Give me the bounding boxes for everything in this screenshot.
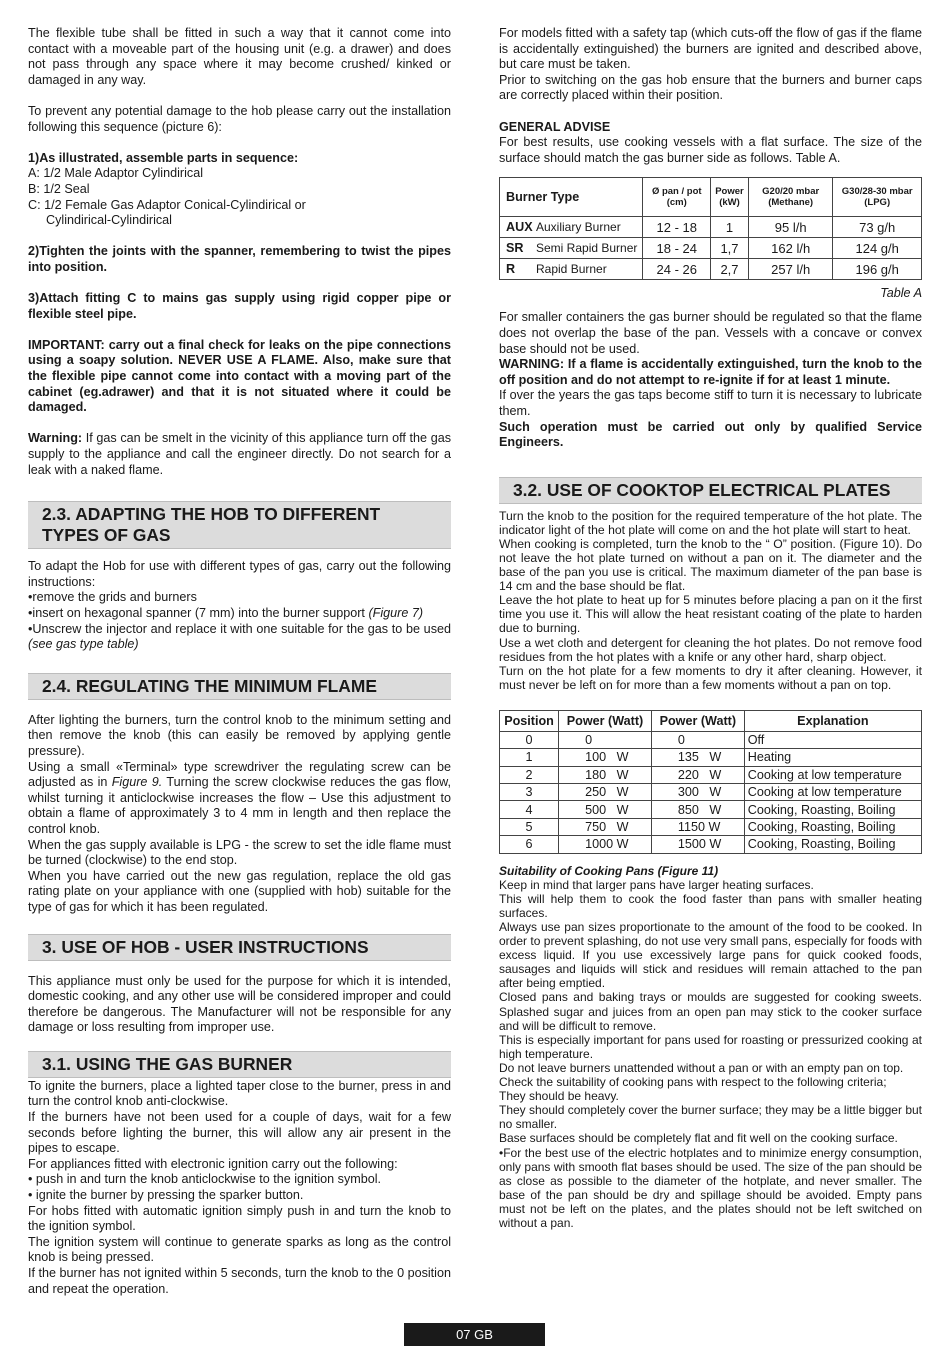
table-cell: 300 W <box>651 784 744 801</box>
paragraph: Turn the knob to the position for the required temperature of the hot plate. The indicator light of the hot plate will come on and the hot plate will start to heat. <box>499 508 922 537</box>
table-body <box>500 731 922 853</box>
step-text: 2)Tighten the joints with the spanner, remembering to twist the pipes into position. <box>28 244 451 274</box>
table-cell: 1150 W <box>651 818 744 835</box>
header-cell: Position <box>500 710 559 731</box>
table-cell: 500 W <box>559 801 652 818</box>
table-cell: 2,7 <box>711 259 749 280</box>
list-item: Cylindirical-Cylindirical <box>46 213 172 228</box>
paragraph: For smaller containers the gas burner should be regulated so that the flame does not overlap the base of the pan. Vessels with a concave or convex base should not be used. <box>499 310 922 356</box>
table-cell: 3 <box>500 784 559 801</box>
burner-type-cell <box>500 217 643 238</box>
list-item: C: 1/2 Female Gas Adaptor Conical-Cylindirical or <box>28 197 306 212</box>
table-cell: Cooking at low temperature <box>744 766 921 783</box>
table-cell: Cooking, Roasting, Boiling <box>744 818 921 835</box>
table-cell: 1000 W <box>559 836 652 853</box>
header-cell: Power (Watt) <box>559 710 652 731</box>
step-text: 3)Attach fitting C to mains gas supply using rigid copper pipe or flexible steel pipe. <box>28 291 451 321</box>
right-column <box>499 26 922 1230</box>
paragraph: For appliances fitted with electronic ignition carry out the following: <box>28 1156 398 1171</box>
burner-type-cell <box>500 259 643 280</box>
table-cell: 1 <box>711 217 749 238</box>
important-note: IMPORTANT: carry out a final check for leaks on the pipe connections using a soapy solution. NEVER USE A FLAME. Also, make sure that the flexible pipe cannot come into contact with a moving part of the cabinet (eg.adrawer) and that it is not situated where it could be damaged. <box>28 337 451 415</box>
table-cell: 124 g/h <box>833 238 922 259</box>
section-heading-3: 3. USE OF HOB - USER INSTRUCTIONS <box>28 934 451 961</box>
paragraph: For best results, use cooking vessels with a flat surface. The size of the surface should match the gas burner side as follows. Table A. <box>499 135 922 165</box>
paragraph: This will help them to cook the food faster than pans with smaller heating surfaces. <box>499 891 922 920</box>
header-cell: Explanation <box>744 710 921 731</box>
paragraph: Prior to switching on the gas hob ensure that the burners and burner caps are correctly placed within their position. <box>499 72 922 103</box>
paragraph: To adapt the Hob for use with different types of gas, carry out the following instructions: <box>28 559 451 589</box>
warning-note <box>28 431 451 478</box>
burner-type-cell <box>500 238 643 259</box>
paragraph: The flexible tube shall be fitted in such a way that it cannot come into contact with a moveable part of the housing unit (e.g. a drawer) and does not pass through any space where it may become crushed/ kinked or damaged in any way. <box>28 26 451 87</box>
paragraph: The ignition system will continue to generate sparks as long as the control knob is being pressed. <box>28 1234 451 1265</box>
list-item <box>28 622 451 653</box>
table-cell: Cooking, Roasting, Boiling <box>744 801 921 818</box>
paragraph: Do not leave burners unattended without a pan or with an empty pan on top. <box>499 1060 904 1075</box>
paragraph: •For the best use of the electric hotplates and to minimize energy consumption, only pans with smooth flat bases should be used. The size of the pan should be as close as possible to the diameter of the hotplate, and never smaller. The base of the pan should be dry and spillage should be avoided. Empty pans must not be left on the plates, and the plates should not be left switched on without a pan. <box>499 1145 922 1230</box>
table-row <box>500 836 922 853</box>
table-cell: Cooking, Roasting, Boiling <box>744 836 921 853</box>
table-cell: 1 <box>500 749 559 766</box>
table-cell: 12 - 18 <box>643 217 711 238</box>
table-reference: (see gas type table) <box>28 637 139 652</box>
table-cell: 850 W <box>651 801 744 818</box>
table-cell: 162 l/h <box>748 238 832 259</box>
paragraph: Such operation must be carried out only by qualified Service Engineers. <box>499 419 922 450</box>
table-header-row <box>500 710 922 731</box>
paragraph: When cooking is completed, turn the knob to the “ O” position. (Figure 10). Do not leave the hot plate turned on without a pan on it. The diameter and the base of the pan you use is critical. The maximum diameter of the pan base is 14 cm and the base should be flat. <box>499 536 922 594</box>
table-cell: Cooking at low temperature <box>744 784 921 801</box>
table-cell: 100 W <box>559 749 652 766</box>
table-row <box>500 818 922 835</box>
left-column <box>28 26 451 1297</box>
section-heading-2-4: 2.4. REGULATING THE MINIMUM FLAME <box>28 673 451 700</box>
warning-label: Warning: <box>28 431 83 446</box>
paragraph: If the burners have not been used for a couple of days, wait for a few seconds before lighting the burner, this will allow any air present in the pipes to escape. <box>28 1110 451 1156</box>
list-item: • push in and turn the knob anticlockwise to the ignition symbol. <box>28 1172 382 1187</box>
list-item <box>28 606 451 622</box>
table-cell: 0 <box>500 731 559 748</box>
table-cell: 5 <box>500 818 559 835</box>
table-row <box>500 784 922 801</box>
paragraph: Keep in mind that larger pans have larger heating surfaces. <box>499 877 814 892</box>
paragraph: They should completely cover the burner surface; they may be a little bigger but no smaller. <box>499 1103 922 1132</box>
hotplate-power-table <box>499 710 922 854</box>
table-cell: 2 <box>500 766 559 783</box>
table-row <box>500 801 922 818</box>
header-cell: G20/20 mbar (Methane) <box>748 178 832 217</box>
table-cell: 750 W <box>559 818 652 835</box>
table-cell: 135 W <box>651 749 744 766</box>
table-cell: 0 <box>559 731 652 748</box>
paragraph: Leave the hot plate to heat up for 5 minutes before placing a pan on it the first time you use it. This will allow the heat resistant coating of the plate to harden due to burning. <box>499 593 922 636</box>
table-cell: 257 l/h <box>748 259 832 280</box>
table-cell: Off <box>744 731 921 748</box>
header-cell: Burner Type <box>500 178 643 217</box>
list-item: A: 1/2 Male Adaptor Cylindirical <box>28 166 203 181</box>
paragraph: Turn on the hot plate for a few moments to dry it after cleaning. However, it must never be left on for more than a few moments without a pan on top. <box>499 663 922 692</box>
table-cell: 0 <box>651 731 744 748</box>
table-row <box>500 766 922 783</box>
table-cell: 24 - 26 <box>643 259 711 280</box>
paragraph: To prevent any potential damage to the hob please carry out the installation following this sequence (picture 6): <box>28 103 451 134</box>
burner-code: SR <box>506 241 524 256</box>
paragraph: Check the suitability of cooking pans with respect to the following criteria; <box>499 1075 887 1090</box>
burner-code: R <box>506 262 516 277</box>
step-heading: 1)As illustrated, assemble parts in sequence: <box>28 150 299 165</box>
suitability-body <box>499 878 922 1230</box>
table-row <box>500 259 922 280</box>
table-row <box>500 731 922 748</box>
figure-reference: (Figure 7) <box>368 606 424 620</box>
list-item: •remove the grids and burners <box>28 590 197 605</box>
suitability-title-text: Suitability of Cooking Pans (Figure 11) <box>499 863 719 878</box>
table-cell: 1,7 <box>711 238 749 259</box>
burner-code: AUX <box>506 220 533 235</box>
paragraph: For models fitted with a safety tap (which cuts-off the flow of gas if the flame is accidentally extinguished) the burners are ignited and described above, but care must be taken. <box>499 26 922 72</box>
burner-name: Auxiliary Burner <box>536 220 621 235</box>
warning-text: If gas can be smelt in the vicinity of this appliance turn off the gas supply to the appliance and call the engineer directly. Do not search for a leak with a naked flame. <box>28 431 451 477</box>
table-cell: 95 l/h <box>748 217 832 238</box>
table-cell: 18 - 24 <box>643 238 711 259</box>
paragraph: After lighting the burners, turn the control knob to the minimum setting and then remove the knob (this can easily be removed by applying gentle pressure). <box>28 712 451 758</box>
header-cell: G30/28-30 mbar (LPG) <box>833 178 922 217</box>
paragraph: Use a wet cloth and detergent for cleaning the hot plates. Do not remove food residues from the hot plates with a knife or any other hard, sharp object. <box>499 635 922 664</box>
paragraph: If the burner has not ignited within 5 seconds, turn the knob to the 0 position and repeat the operation. <box>28 1266 451 1296</box>
table-cell: 73 g/h <box>833 217 922 238</box>
list-item: • ignite the burner by pressing the sparker button. <box>28 1188 304 1203</box>
table-cell: 6 <box>500 836 559 853</box>
paragraph: For hobs fitted with automatic ignition simply push in and turn the knob to the ignition symbol. <box>28 1203 451 1234</box>
table-caption: Table A <box>880 286 922 301</box>
section-heading-2-3: 2.3. ADAPTING THE HOB TO DIFFERENT TYPES OF GAS <box>28 501 451 549</box>
header-cell: Power (Watt) <box>651 710 744 731</box>
general-advise-title: GENERAL ADVISE <box>499 119 611 134</box>
table-cell: 180 W <box>559 766 652 783</box>
section-heading-3-2: 3.2. USE OF COOKTOP ELECTRICAL PLATES <box>499 477 922 504</box>
table-cell: 196 g/h <box>833 259 922 280</box>
header-cell: Ø pan / pot (cm) <box>643 178 711 217</box>
page-number: 07 GB <box>404 1323 545 1346</box>
burner-table <box>499 177 922 280</box>
warning-note: WARNING: If a flame is accidentally extinguished, turn the knob to the off position and do not attempt to re-ignite if for at least 1 minute. <box>499 357 922 387</box>
paragraph: Always use pan sizes proportionate to the amount of the food to be cooked. In order to prevent splashing, do not use very small pans, especially for foods with excess liquid. If you use excessively large pans for quick cooked foods, sausages and liquids will stick and residues will remain attached to the pan after being emptied. <box>499 920 922 991</box>
burner-name: Semi Rapid Burner <box>536 241 638 256</box>
paragraph: When you have carried out the new gas regulation, replace the old gas rating plate on your appliance with one (supplied with hob) suitable for the type of gas for which it has been regulated. <box>28 868 451 914</box>
table-row <box>500 238 922 259</box>
list-item-text: •insert on hexagonal spanner (7 mm) into the burner support <box>28 606 369 620</box>
paragraph: Closed pans and baking trays or moulds are suggested for cooking sweets. Splashed sugar and juices from an open pan may stick to the cooker surface and will be difficult to remove. <box>499 990 922 1033</box>
header-cell: Power (kW) <box>711 178 749 217</box>
paragraph-text: Using a small «Terminal» type screwdriver the regulating screw can be adjusted as in <box>28 759 451 790</box>
table-cell: Heating <box>744 749 921 766</box>
paragraph: This is especially important for pans used for roasting or pressurized cooking at high temperature. <box>499 1032 922 1061</box>
list-item-text: •Unscrew the injector and replace it with one suitable for the gas to be used <box>28 621 451 636</box>
paragraph: To ignite the burners, place a lighted taper close to the burner, press in and turn the control knob anti-clockwise. <box>28 1078 451 1109</box>
suitability-title <box>499 864 922 878</box>
table-row <box>500 749 922 766</box>
figure-reference: Figure 9. <box>111 775 163 790</box>
table-cell: 220 W <box>651 766 744 783</box>
table-cell: 1500 W <box>651 836 744 853</box>
paragraph: If over the years the gas taps become stiff to turn it is necessary to lubricate them. <box>499 388 922 418</box>
paragraph: This appliance must only be used for the purpose for which it is intended, domestic cooking, and any other use will be considered improper and could therefore be dangerous. The Manufacturer will not be responsible for any damage or loss resulting from improper use. <box>28 973 451 1035</box>
section-heading-3-1: 3.1. USING THE GAS BURNER <box>28 1051 451 1078</box>
paragraph: They should be heavy. <box>499 1089 619 1104</box>
table-header-row <box>500 178 922 217</box>
paragraph: Base surfaces should be completely flat and fit well on the cooking surface. <box>499 1131 898 1146</box>
paragraph-text: Turning the screw clockwise reduces the gas flow, whilst turning it anticlockwise increases the flow – Use this adjustment to obtain a flame of approximately 3 to 4 mm in length and then replace the control knob. <box>28 775 451 836</box>
list-item: B: 1/2 Seal <box>28 181 90 196</box>
paragraph <box>28 760 451 838</box>
burner-name: Rapid Burner <box>536 262 607 277</box>
table-row <box>500 217 922 238</box>
table-cell: 4 <box>500 801 559 818</box>
section-3-2-body <box>499 509 922 692</box>
table-cell: 250 W <box>559 784 652 801</box>
paragraph: When the gas supply available is LPG - the screw to set the idle flame must be turned (clockwise) to the end stop. <box>28 837 451 868</box>
